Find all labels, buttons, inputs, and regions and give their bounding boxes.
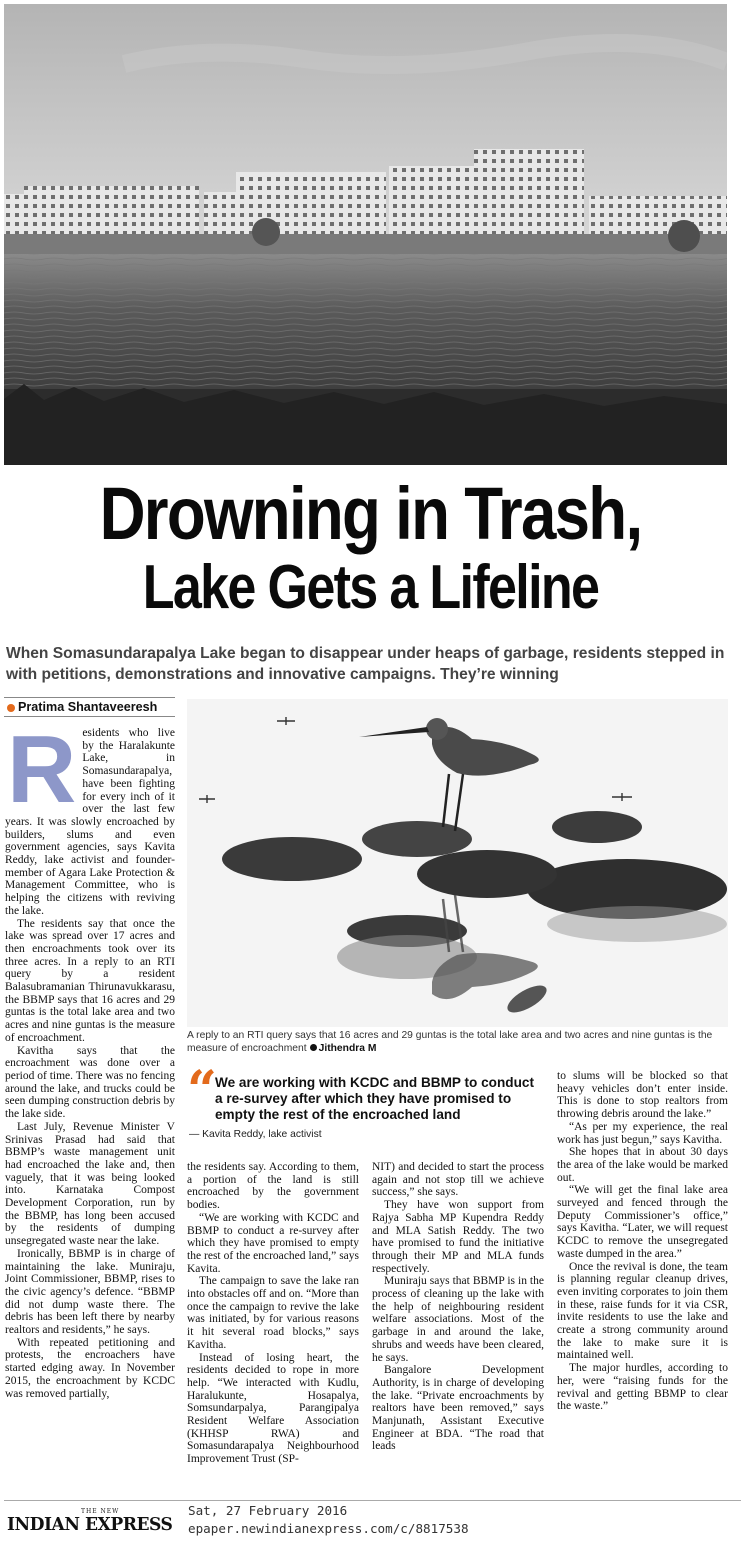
paragraph: They have won support from Rajya Sabha MP Kupendra Reddy and MLA Satish Reddy. The two have promised to fund the initiative through their MP and MLA funds respectively.	[372, 1199, 544, 1275]
article-column-2	[187, 1161, 359, 1466]
paragraph: Once the revival is done, the team is planning regular cleanup drives, even inviting corporates to join them in these, raise funds for it via CSR, invite residents to use the lake and create a strong community around the lake to make sure it is maintained well.	[557, 1260, 728, 1362]
edition-date: Sat, 27 February 2016	[188, 1503, 348, 1518]
lake-photo	[4, 4, 727, 465]
paragraph: “We will get the final lake area surveyed and fenced through the Deputy Commissioner’s office,” says Kavitha. “Later, we will request KCDC to remove the unsegregated waste dumped in the area.”	[557, 1184, 728, 1260]
bird-photo	[187, 699, 728, 1027]
lake-scene-graphic	[4, 4, 727, 465]
photo-caption	[187, 1029, 728, 1055]
sandpiper-graphic	[187, 699, 728, 1027]
paragraph: Kavitha says that the encroachment was done over a period of time. There was no fencing around the lake, and trucks could be seen dumping construction debris by the lake side.	[5, 1044, 175, 1121]
headline	[0, 474, 741, 622]
article-column-3	[372, 1161, 544, 1453]
paragraph: Ironically, BBMP is in charge of maintaining the lake. Muniraju, Joint Commissioner, BBMP, rises to the civic agency’s defence. “BBMP did not dump waste there. The debris has been left there by nearby realtors and residents,” he says.	[5, 1247, 175, 1337]
paragraph: “As per my experience, the real work has just begun,” says Kavitha.	[557, 1120, 728, 1146]
caption-text: A reply to an RTI query says that 16 acres and 29 guntas is the total lake area and two acres and nine guntas is the measure of encroachment	[187, 1030, 713, 1054]
article-column-4	[557, 1070, 728, 1413]
paragraph: esidents who live by the Haralakunte Lake, in Somasundarapalya, have been fighting for every inch of it over the last few years. It was slowly encroached by builders, slums and even government agencies, says Kavita Reddy, lake activist and founder-member of Agara Lake Protection & Management Committee, who is helping the citizens with reviving the lake.	[5, 727, 175, 917]
standfirst: When Somasundarapalya Lake began to disappear under heaps of garbage, residents stepped in with petitions, demonstrations and innovative campaigns. They’re winning	[6, 645, 725, 683]
pull-quote-attribution: — Kavita Reddy, lake activist	[189, 1129, 322, 1140]
footer-divider	[4, 1500, 741, 1501]
paragraph: Last July, Revenue Minister V Srinivas Prasad had said that BBMP’s waste management unit had encroached the lake and, then vaguely, that it was being looked into. Karnataka Compost Development Corporation, run by the BBMP, has long been accused by the residents of dumping unsegregated waste near the lake.	[5, 1120, 175, 1248]
paragraph: to slums will be blocked so that heavy vehicles don’t enter inside. This is done to stop realtors from throwing debris around the lake.”	[557, 1070, 728, 1121]
drop-cap: R	[7, 716, 77, 823]
paragraph: The residents say that once the lake was spread over 17 acres and then encroachments took over its three acres. In a reply to an RTI query by a resident Balasubramanian Thirunavukkarasu, the BBMP says that 16 acres and 29 guntas is the total lake area and two acres and nine guntas is the measure of encroachment.	[5, 917, 175, 1044]
masthead-small-text: THE NEW	[81, 1508, 120, 1515]
author-name: Pratima Shantaveeresh	[18, 700, 158, 714]
pull-quote-text: We are working with KCDC and BBMP to conduct a re-survey after which they have promised to empty the rest of the encroached land	[215, 1075, 534, 1122]
paragraph: Bangalore Development Authority, is in charge of developing the lake. “Private encroachments by realtors have been removed,” says Manjunath, Assistant Executive Engineer at BDA. “The road that leads	[372, 1364, 544, 1453]
paragraph: The campaign to save the lake ran into obstacles off and on. “More than once the campaign to revive the lake was initiated, by for various reasons it hit several road blocks,” says Kavitha.	[187, 1275, 359, 1351]
paragraph: “We are working with KCDC and BBMP to conduct a re-survey after which they have promised to empty the rest of the encroached land,” says Kavita.	[187, 1211, 359, 1275]
paragraph: She hopes that in about 30 days the area of the lake would be marked out.	[557, 1146, 728, 1184]
headline-line-2: Lake Gets a Lifeline	[142, 553, 599, 622]
paragraph: the residents say. According to them, a portion of the land is still encroached by the government bodies.	[187, 1161, 359, 1212]
paragraph: With repeated petitioning and protests, the encroachers have started edging away. In November 2015, the encroachment by KCDC was removed partially,	[5, 1336, 175, 1400]
paragraph: NIT) and decided to start the process again and not stop till we achieve success,” she says.	[372, 1161, 544, 1199]
masthead-name: INDIAN EXPRESS	[7, 1514, 173, 1535]
quote-mark-icon: “	[187, 1060, 217, 1121]
pull-quote	[187, 1060, 548, 1157]
paragraph: Instead of losing heart, the residents decided to rope in more help. “We interacted with Kudlu, Haralukunte, Hosapalya, Somsundarpalya, Parangipalya Resident Welfare Association (KHHSP RWA) and Somasundarapalya Neighbourhood Improvement Trust (SP-	[187, 1351, 359, 1466]
masthead-logo	[7, 1508, 177, 1538]
caption-bullet-icon	[310, 1044, 317, 1051]
headline-line-1: Drowning in Trash,	[99, 472, 642, 555]
paragraph: Muniraju says that BBMP is in the process of cleaning up the lake with the help of neighbouring resident welfare associations. Most of the garbage in and around the lake, shrubs and weeds have been cleared, he says.	[372, 1275, 544, 1364]
bullet-dot-icon	[7, 704, 15, 712]
byline	[4, 697, 175, 717]
photo-credit: Jithendra M	[318, 1043, 377, 1054]
article-column-1	[5, 716, 175, 1400]
epaper-link[interactable]: epaper.newindianexpress.com/c/8817538	[188, 1521, 469, 1536]
paragraph: The major hurdles, according to her, were “raising funds for the revival and getting BBMP to clear the waste.”	[557, 1362, 728, 1413]
